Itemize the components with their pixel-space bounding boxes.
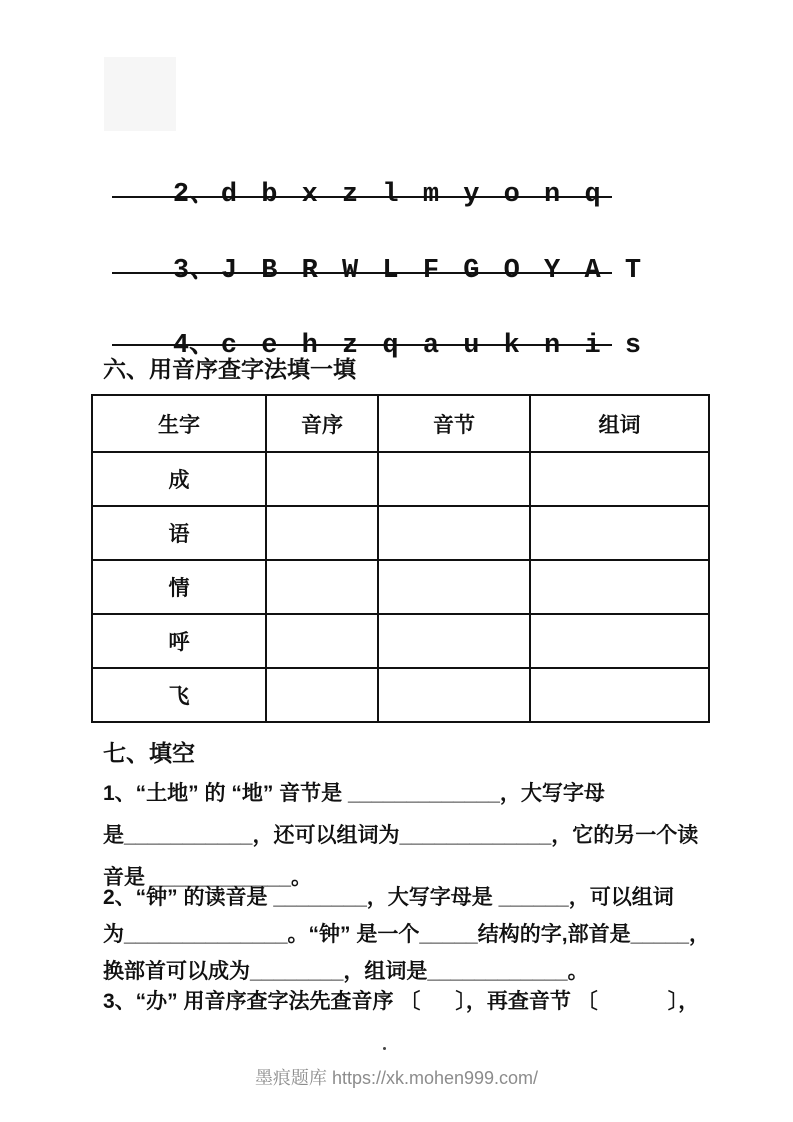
table-row	[92, 614, 709, 668]
letter-sequence: J B R W L F G O Y A T	[220, 256, 642, 286]
fill-in-cell	[266, 506, 378, 560]
fill-in-cell	[266, 560, 378, 614]
stray-period-dot	[383, 1047, 386, 1050]
fill-in-cell	[530, 668, 709, 722]
answer-blank-line	[112, 272, 612, 274]
character-cell: 成	[92, 452, 266, 506]
character-cell: 呼	[92, 614, 266, 668]
fill-in-cell	[378, 614, 530, 668]
question-line: 为______________。“钟” 是一个_____结构的字,部首是_____，	[103, 923, 710, 946]
fill-in-cell	[530, 506, 709, 560]
fill-in-cell	[530, 614, 709, 668]
fill-in-cell	[266, 614, 378, 668]
table-row	[92, 506, 709, 560]
character-cell: 语	[92, 506, 266, 560]
question-line: 音是 ____________。	[103, 866, 312, 889]
fill-in-cell	[530, 560, 709, 614]
character-cell: 飞	[92, 668, 266, 722]
phonetic-lookup-table	[91, 394, 710, 723]
section-six-title: 六、用音序查字法填一填	[103, 356, 356, 382]
table-row	[92, 452, 709, 506]
fill-in-cell	[378, 668, 530, 722]
footer-watermark: 墨痕题库 https://xk.mohen999.com/	[254, 1068, 539, 1088]
answer-blank-line	[112, 196, 612, 198]
letter-sequence: d b x z l m y o n q	[220, 180, 601, 210]
question-line: 是___________，还可以组词为_____________，它的另一个读	[103, 824, 699, 847]
question-line: 2、“钟” 的读音是 ________，大写字母是 ______，可以组词	[103, 886, 674, 909]
item-number: 2、	[172, 180, 217, 210]
character-cell: 情	[92, 560, 266, 614]
fill-in-cell	[266, 668, 378, 722]
letter-sequence: c e h z q a u k n i s	[220, 331, 642, 361]
section-seven-title: 七、填空	[103, 740, 195, 766]
table-header-row	[92, 395, 709, 452]
col-header-character: 生字	[92, 395, 266, 452]
item-number: 4、	[172, 331, 217, 361]
question-3	[103, 988, 703, 1018]
col-header-initial: 音序	[266, 395, 378, 452]
col-header-syllable: 音节	[378, 395, 530, 452]
faded-image-placeholder	[104, 57, 176, 131]
fill-in-cell	[378, 560, 530, 614]
item-number: 3、	[172, 256, 217, 286]
col-header-word: 组词	[530, 395, 709, 452]
table-row	[92, 668, 709, 722]
question-line: 3、“办” 用音序查字法先查音序 〔 〕，再查音节 〔 〕，	[103, 990, 700, 1013]
question-2	[103, 884, 710, 995]
answer-blank-line	[112, 344, 612, 346]
fill-in-cell	[378, 506, 530, 560]
fill-in-cell	[266, 452, 378, 506]
question-line: 换部首可以成为________，组词是____________。	[103, 960, 589, 983]
question-line: 1、“土地” 的 “地” 音节是 _____________，大写字母	[103, 782, 605, 805]
fill-in-cell	[378, 452, 530, 506]
table-row	[92, 560, 709, 614]
fill-in-cell	[530, 452, 709, 506]
